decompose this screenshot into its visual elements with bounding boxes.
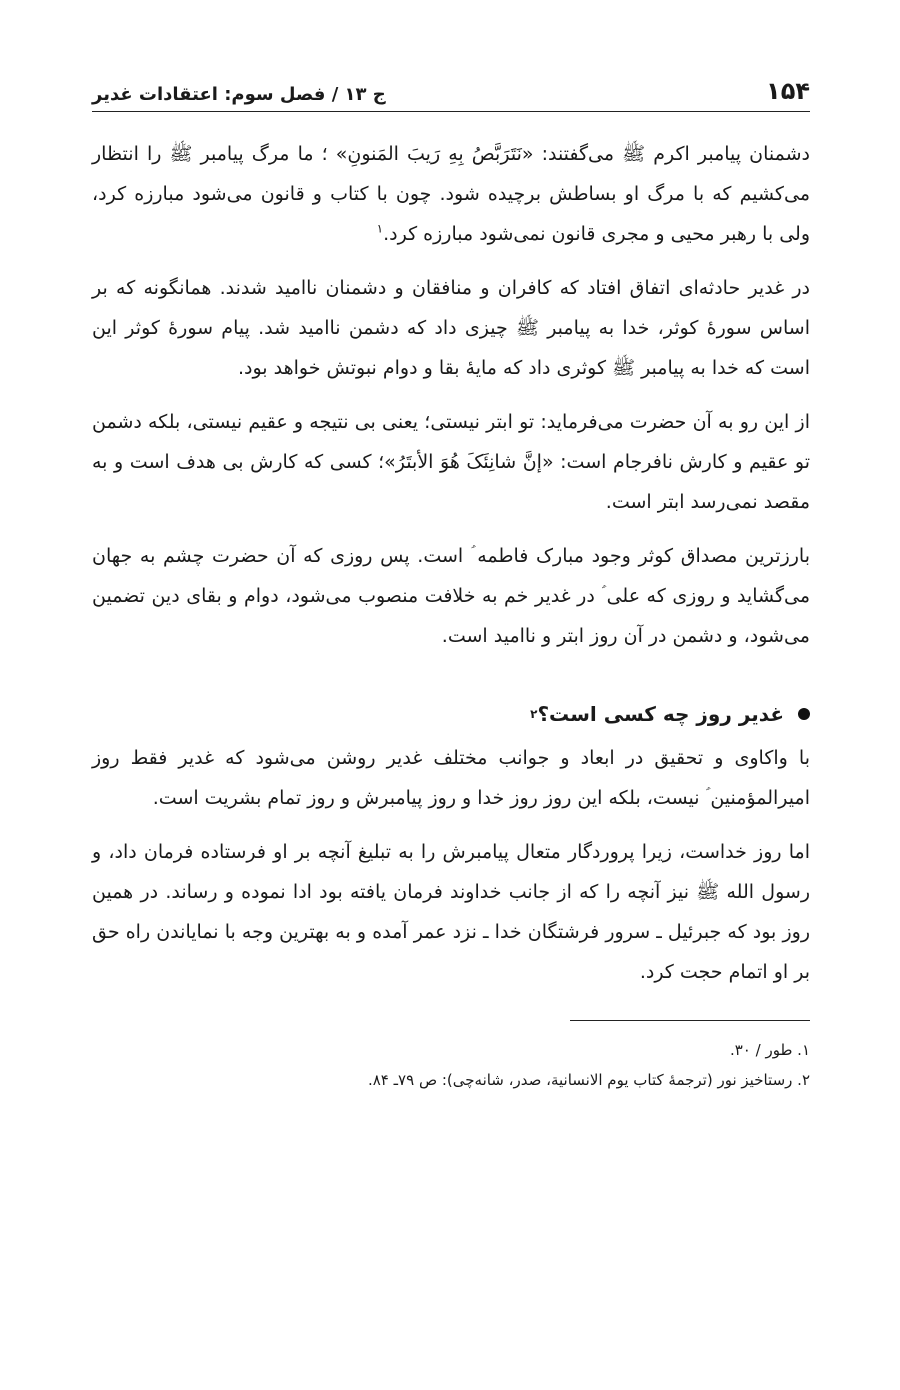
footnote-mark-1: ۱ xyxy=(376,221,384,236)
page-number: ۱۵۴ xyxy=(766,77,810,105)
paragraph-1 xyxy=(92,134,810,254)
footnote-2: ۲. رستاخیز نور (ترجمهٔ کتاب یوم الانسانیة، صدر، شانه‌چی): ص ۷۹ـ ۸۴. xyxy=(367,1071,810,1089)
section-heading-text: غدیر روز چه کسی است؟ xyxy=(537,702,784,726)
page-header xyxy=(92,60,810,112)
bullet-icon xyxy=(798,708,810,720)
paragraph-1-text: دشمنان پیامبر اکرم ﷺ می‌گفتند: «نَتَرَبَّصُ بِهِ رَیبَ المَنونِ» ؛ ما مرگ پیامبر ﷺ را انتظار می‌کشیم که با مرگ او بساطش برچیده شود. چون با کتاب و قانون می‌شود مبارزه کرد، ولی با رهبر محیی و مجری قانون نمی‌شود مبارزه کرد. xyxy=(92,143,810,245)
section-paragraph-1: با واکاوی و تحقیق در ابعاد و جوانب مختلف غدیر روشن می‌شود که غدیر فقط روز امیرالمؤمنین ؑ نیست، بلکه این روز روز خدا و روز پیامبرش و روز تمام بشریت است. xyxy=(92,747,810,809)
section-heading: غدیر روز چه کسی است؟ ۲ xyxy=(92,694,810,734)
running-title: ج ۱۳ / فصل سوم: اعتقادات غدیر xyxy=(92,84,386,105)
paragraph-3: از این رو به آن حضرت می‌فرماید: تو ابتر نیستی؛ یعنی بی نتیجه و عقیم نیستی، بلکه دشمن تو عقیم و کارش نافرجام است: «إنَّ شانِئَکَ هُوَ الأبتَرُ»؛ کسی که کارش بی هدف است و به مقصد نمی‌رسد ابتر است. xyxy=(92,411,810,513)
body-text xyxy=(92,134,810,992)
footnote-divider xyxy=(570,1020,810,1021)
paragraph-2: در غدیر حادثه‌ای اتفاق افتاد که کافران و منافقان و دشمنان ناامید شدند. همانگونه که بر اساس سورهٔ کوثر، خدا به پیامبر ﷺ چیزی داد که دشمن ناامید شد. پیام سورهٔ کوثر این است که خدا به پیامبر ﷺ کوثری داد که مایهٔ بقا و دوام نبوتش خواهد بود. xyxy=(92,277,810,379)
book-page xyxy=(92,60,810,1095)
paragraph-4: بارزترین مصداق کوثر وجود مبارک فاطمه ؑ است. پس روزی که آن حضرت چشم به جهان می‌گشاید و روزی که علی ؑ در غدیر خم به خلافت منصوب می‌شود، دوام و بقای دین تضمین می‌شود، و دشمن در آن روز ابتر و ناامید است. xyxy=(92,545,810,647)
section-paragraph-2: اما روز خداست، زیرا پروردگار متعال پیامبرش را به تبلیغ آنچه بر او فرستاده فرمان داد، و رسول الله ﷺ نیز آنچه را که از جانب خداوند فرمان یافته بود ادا نموده و رساند. در همین روز بود که جبرئیل ـ سرور فرشتگان خدا ـ نزد عمر آمده و به بهترین وجه با نمایاندن راه حق بر او اتمام حجت کرد. xyxy=(92,841,810,983)
footnote-1: ۱. طور / ۳۰. xyxy=(729,1041,810,1059)
footnotes xyxy=(92,1035,810,1095)
